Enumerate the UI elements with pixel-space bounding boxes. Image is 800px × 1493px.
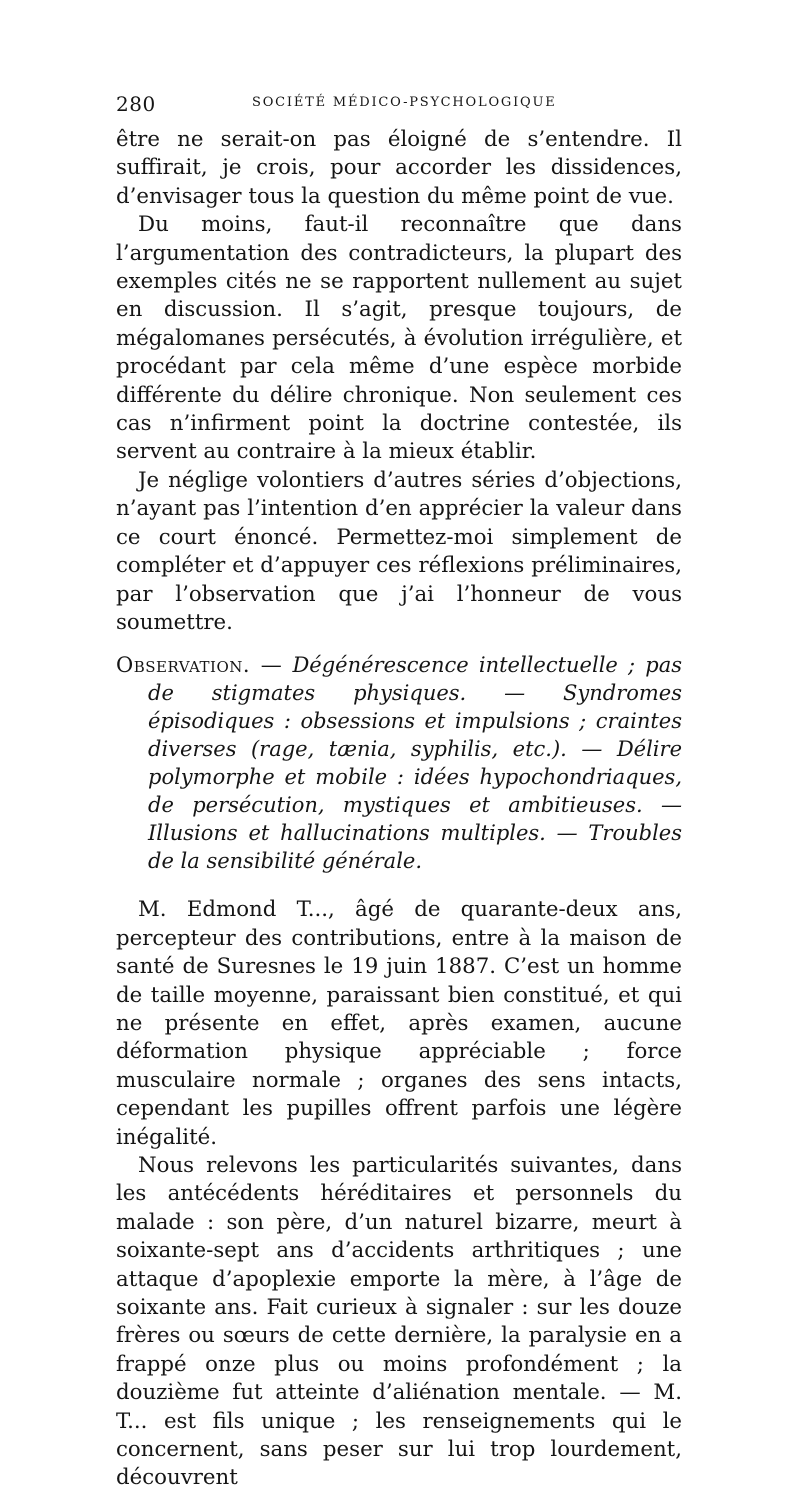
case-paragraph-antecedents: Nous relevons les particularités suivantes, dans les antécédents héréditaires et personnels du malade : son père, d’un naturel bizarre, meurt à soixante-sept ans d’accidents arthritiques ; une attaque d’apoplexie emporte la mère, à l’âge de soixante ans. Fait curieux à signaler : sur les douze frères ou sœurs de cette dernière, la paralysie en a frappé onze plus ou moins profondément ; la douzième fut atteinte d’aliénation mentale. — M. T... est fils unique ; les renseignements qui le concernent, sans peser sur lui trop lourdement, découvrent [116, 1152, 682, 1491]
paragraph-objections: Je néglige volontiers d’autres séries d’objections, n’ayant pas l’intention d’en apprécier la valeur dans ce court énoncé. Permettez-moi simplement de compléter et d’appuyer ces réflexions préliminaires, par l’observation que j’ai l’honneur de vous soumettre. [116, 467, 682, 635]
page-number: 280 [116, 92, 156, 116]
page-header [116, 92, 682, 122]
observation-summary: Dégénérescence intellectuelle ; pas de stigmates physiques. — Syndromes épisodiques : obsessions et impulsions ; craintes diverses (rage, tænia, syphilis, etc.). — Délire polymorphe et mobile : idées hypochondriaques, de persécution, mystiques et ambitieuses. — Illusions et hallucinations multiples. — Troubles de la sensibilité générale. [148, 653, 682, 874]
case-paragraph-intro: M. Edmond T..., âgé de quarante-deux ans, percepteur des contributions, entre à la maison de santé de Suresnes le 19 juin 1887. C’est un homme de taille moyenne, paraissant bien constitué, et qui ne présente en effet, après examen, aucune déformation physique appréciable ; force musculaire normale ; organes des sens intacts, cependant les pupilles offrent parfois une légère inégalité. [116, 897, 682, 1150]
book-page [116, 92, 682, 1493]
observation-label: Observation. — [116, 653, 283, 678]
running-title: SOCIÉTÉ MÉDICO-PSYCHOLOGIQUE [252, 95, 557, 110]
observation-heading [116, 651, 682, 875]
paragraph-argumentation: Du moins, faut-il reconnaître que dans l’argumentation des contradicteurs, la plupart des exemples cités ne se rapportent nullement au sujet en discussion. Il s’agit, presque toujours, de mégalomanes persécutés, à évolution irrégulière, et procédant par cela même d’une espèce morbide différente du délire chronique. Non seulement ces cas n’infirment point la doctrine contestée, ils servent au contraire à la mieux établir. [116, 212, 682, 465]
paragraph-continuation: être ne serait-on pas éloigné de s’entendre. Il suffirait, je crois, pour accorder les dissidences, d’envisager tous la question du même point de vue. [116, 127, 682, 209]
